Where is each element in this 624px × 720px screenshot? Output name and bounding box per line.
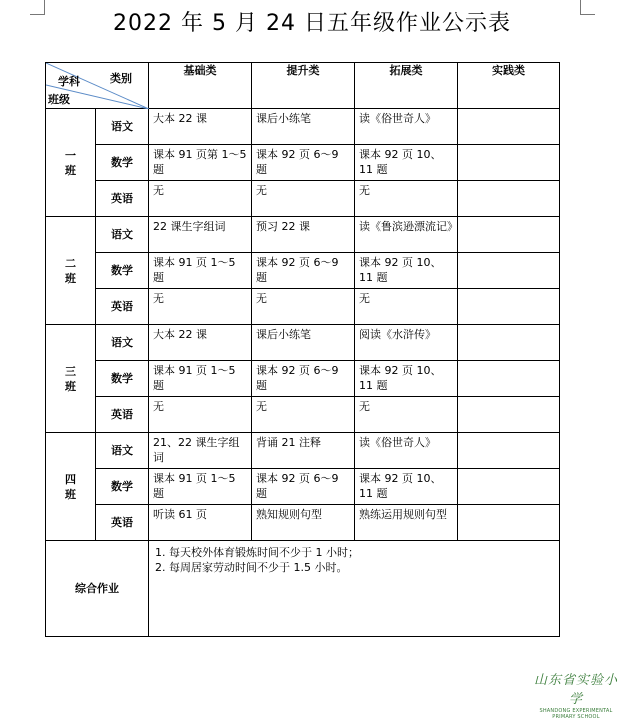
page-title: 2022 年 5 月 24 日五年级作业公示表 [113,11,511,36]
homework-cell-c3: 无 [355,289,458,325]
subject-cell: 语文 [96,325,149,361]
header-row [46,63,560,109]
homework-cell-c2: 课本 92 页 6～9 题 [252,253,355,289]
homework-cell-c3: 无 [355,397,458,433]
homework-cell-c4 [458,109,560,145]
subject-cell: 语文 [96,109,149,145]
table-row [46,397,560,433]
corner-class-label: 班级 [48,93,70,106]
homework-cell-c1: 课本 91 页 1～5 题 [149,253,252,289]
table-row [46,253,560,289]
subject-cell: 英语 [96,505,149,541]
class-name-cell: 二 班 [46,217,96,325]
column-header-basic: 基础类 [149,63,252,109]
homework-cell-c4 [458,433,560,469]
homework-cell-c4 [458,289,560,325]
summary-row [46,541,560,637]
homework-cell-c3: 读《俗世奇人》 [355,109,458,145]
homework-cell-c1: 22 课生字组词 [149,217,252,253]
subject-cell: 数学 [96,361,149,397]
homework-cell-c3: 读《俗世奇人》 [355,433,458,469]
table-row [46,181,560,217]
table-row [46,505,560,541]
subject-cell: 数学 [96,145,149,181]
homework-cell-c1: 课本 91 页 1～5 题 [149,361,252,397]
table-row [46,217,560,253]
subject-cell: 数学 [96,469,149,505]
subject-cell: 语文 [96,217,149,253]
homework-table [45,62,560,637]
summary-item-2: 2. 每周居家劳动时间不少于 1.5 小时。 [155,561,348,574]
homework-cell-c1: 听读 61 页 [149,505,252,541]
homework-cell-c1: 无 [149,397,252,433]
homework-cell-c2: 熟知规则句型 [252,505,355,541]
class-name-cell: 三 班 [46,325,96,433]
homework-cell-c3: 读《鲁滨逊漂流记》 [355,217,458,253]
homework-cell-c1: 21、22 课生字组词 [149,433,252,469]
column-header-practice: 实践类 [458,63,560,109]
school-logo-english: SHANDONG EXPERIMENTAL PRIMARY SCHOOL [539,708,613,720]
class-name-cell: 一 班 [46,109,96,217]
homework-cell-c4 [458,397,560,433]
homework-cell-c1: 大本 22 课 [149,325,252,361]
homework-cell-c1: 无 [149,289,252,325]
homework-cell-c2: 课后小练笔 [252,109,355,145]
homework-cell-c2: 课本 92 页 6～9 题 [252,361,355,397]
subject-cell: 语文 [96,433,149,469]
homework-cell-c3: 熟练运用规则句型 [355,505,458,541]
table-row [46,325,560,361]
homework-cell-c3: 课本 92 页 10、11 题 [355,361,458,397]
homework-cell-c4 [458,181,560,217]
homework-cell-c4 [458,325,560,361]
table-row [46,289,560,325]
homework-cell-c4 [458,145,560,181]
homework-cell-c4 [458,217,560,253]
homework-cell-c3: 课本 92 页 10、11 题 [355,253,458,289]
homework-cell-c4 [458,505,560,541]
homework-cell-c1: 课本 91 页 1～5 题 [149,469,252,505]
summary-label: 综合作业 [46,541,149,637]
table-row [46,145,560,181]
table-row [46,361,560,397]
homework-cell-c3: 阅读《水浒传》 [355,325,458,361]
homework-cell-c4 [458,469,560,505]
class-name-cell: 四 班 [46,433,96,541]
homework-cell-c3: 无 [355,181,458,217]
diagonal-header-cell [46,63,149,109]
column-header-extend: 拓展类 [355,63,458,109]
homework-cell-c2: 无 [252,289,355,325]
homework-cell-c2: 课本 92 页 6～9 题 [252,145,355,181]
column-header-improve: 提升类 [252,63,355,109]
corner-subject-label: 学科 [58,75,80,88]
homework-cell-c2: 课本 92 页 6～9 题 [252,469,355,505]
subject-cell: 数学 [96,253,149,289]
subject-cell: 英语 [96,397,149,433]
school-logo [528,669,624,720]
homework-cell-c2: 课后小练笔 [252,325,355,361]
homework-cell-c1: 大本 22 课 [149,109,252,145]
homework-cell-c3: 课本 92 页 10、11 题 [355,469,458,505]
homework-cell-c2: 无 [252,397,355,433]
summary-content [149,541,560,637]
homework-cell-c2: 预习 22 课 [252,217,355,253]
table-row [46,109,560,145]
homework-cell-c4 [458,253,560,289]
summary-item-1: 1. 每天校外体育锻炼时间不少于 1 小时； [155,546,359,559]
homework-cell-c1: 课本 91 页第 1～5 题 [149,145,252,181]
table-row [46,469,560,505]
homework-cell-c1: 无 [149,181,252,217]
school-logo-name: 山东省实验小学 [533,673,618,707]
subject-cell: 英语 [96,289,149,325]
homework-cell-c4 [458,361,560,397]
corner-category-label: 类别 [110,72,132,85]
homework-cell-c2: 无 [252,181,355,217]
homework-cell-c3: 课本 92 页 10、11 题 [355,145,458,181]
table-row [46,433,560,469]
homework-cell-c2: 背诵 21 注释 [252,433,355,469]
subject-cell: 英语 [96,181,149,217]
